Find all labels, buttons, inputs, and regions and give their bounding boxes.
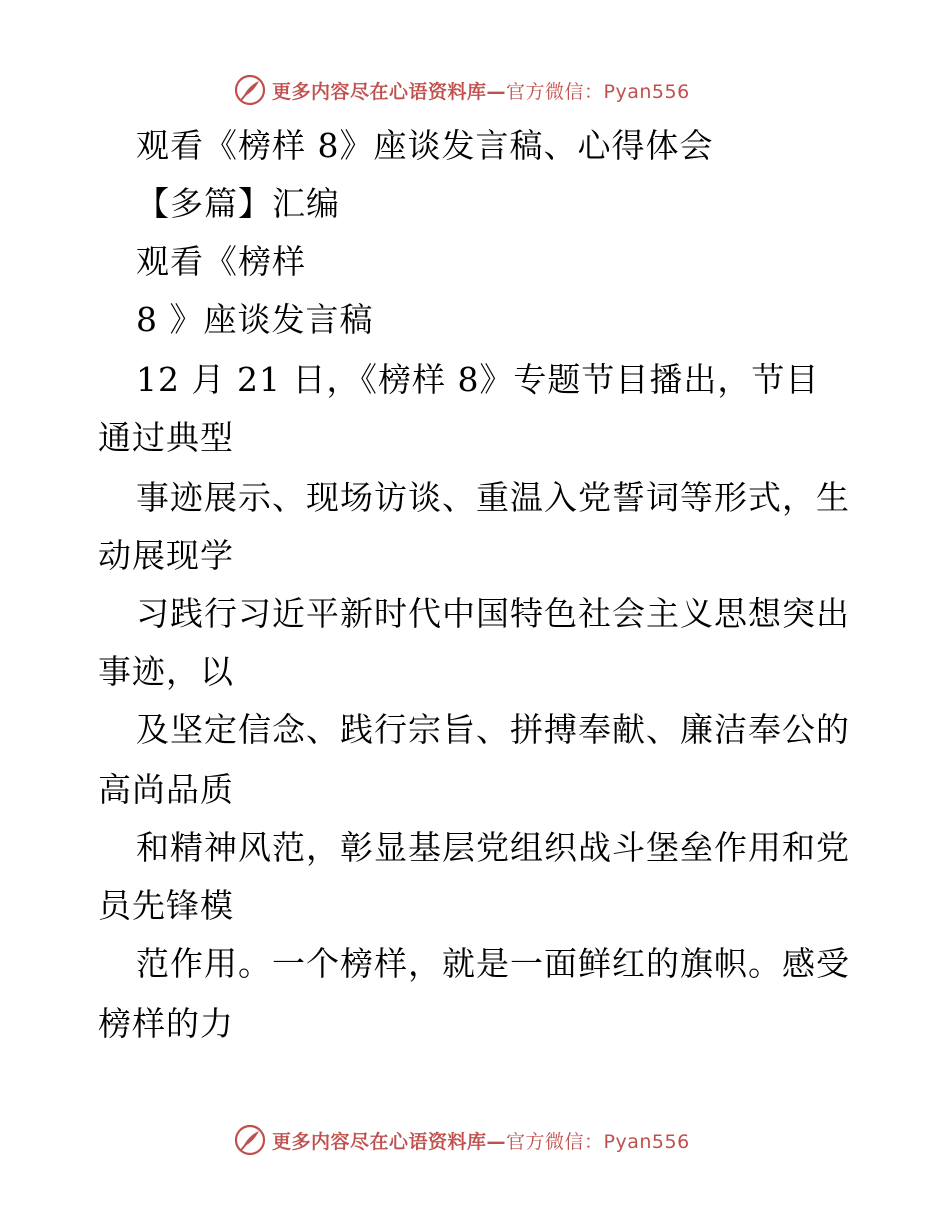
doc-subtitle-line-2: 8 》座谈发言稿	[136, 300, 374, 339]
banner-contact: 官方微信：Pyan556	[506, 1130, 690, 1153]
header-banner	[234, 72, 690, 108]
banner-contact: 官方微信：Pyan556	[506, 80, 690, 103]
quill-logo-icon	[234, 74, 266, 106]
doc-text-line: 和精神风范，彰显基层党组织战斗堡垒作用和党	[136, 828, 850, 867]
doc-text-line: 通过典型	[98, 418, 234, 457]
doc-text-line: 事迹，以	[98, 652, 234, 691]
doc-title-line-2: 【多篇】汇编	[136, 184, 340, 223]
footer-banner	[234, 1122, 690, 1158]
doc-text-line: 范作用。一个榜样，就是一面鲜红的旗帜。感受	[136, 944, 850, 983]
doc-text-line: 动展现学	[98, 536, 234, 575]
doc-text-line: 及坚定信念、践行宗旨、拼搏奉献、廉洁奉公的	[136, 710, 850, 749]
doc-title-line-1: 观看《榜样 8》座谈发言稿、心得体会	[136, 126, 714, 165]
doc-text-line: 员先锋模	[98, 886, 234, 925]
doc-text-line: 事迹展示、现场访谈、重温入党誓词等形式，生	[136, 478, 850, 517]
quill-logo-icon	[234, 1124, 266, 1156]
doc-subtitle-line-1: 观看《榜样	[136, 242, 306, 281]
banner-text: 更多内容尽在心语资料库—	[272, 1130, 507, 1153]
doc-text-line: 高尚品质	[98, 770, 234, 809]
banner-text: 更多内容尽在心语资料库—	[272, 80, 507, 103]
doc-text-line: 榜样的力	[98, 1004, 234, 1043]
doc-text-line: 习践行习近平新时代中国特色社会主义思想突出	[136, 594, 850, 633]
doc-text-line: 12 月 21 日，《榜样 8》专题节目播出，节目	[136, 360, 820, 399]
